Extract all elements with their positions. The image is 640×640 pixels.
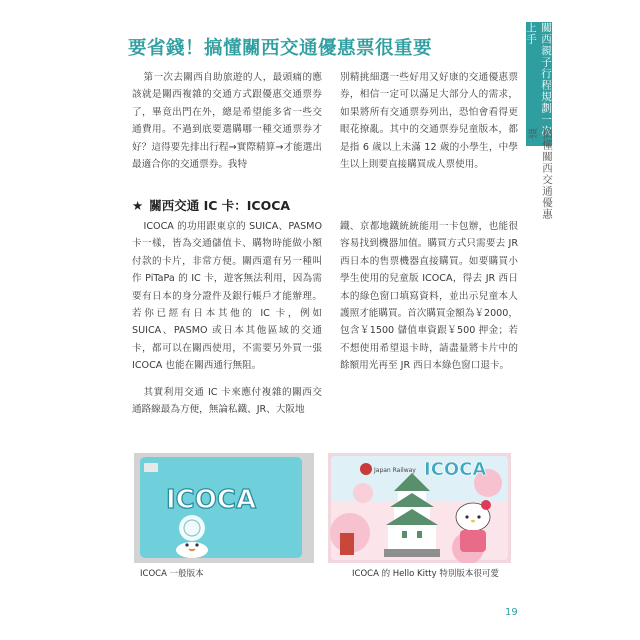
icoca-kitty-card-photo xyxy=(328,453,511,563)
star-icon: ★ xyxy=(132,198,144,213)
body-left-column xyxy=(132,218,322,418)
intro-left-column xyxy=(132,69,322,173)
page-title: 要省錢！搞懂關西交通優惠票很重要 xyxy=(128,38,433,59)
icoca-plain-card-illustration xyxy=(134,453,314,563)
caption-plain-card: ICOCA 一般版本 xyxy=(140,569,204,579)
body-right-column xyxy=(340,218,518,375)
section-heading xyxy=(132,196,332,214)
section-heading-text: 關西交通 IC 卡：ICOCA xyxy=(149,198,291,213)
body-right-text: 鐵、京都地鐵統統能用一卡包辦，也能很容易找到機器加值。購買方式只需要去 JR 西日本的售票機器直接購買。如要購買小學生使用的兒童版 ICOCA，得去 JR 西日本的綠色窗口填寫資料，並出示兒童本人護照才能購買。首次購買金額為￥2000，包含￥1500 儲值車資跟￥500 押金；若不想使用希望退卡時，請盡量將卡片中的餘額用光再至 JR 西日本綠色窗口退卡。 xyxy=(340,221,518,372)
body-left-paragraph-1: ICOCA 的功用跟東京的 SUICA、PASMO 卡一樣，皆為交通儲值卡、購物時能做小額付款的卡片，非常方便。關西還有另一種叫作 PiTaPa 的 IC 卡，遊客無法利用，因為需要有日本的身分證件及銀行帳戶才能辦理。若你已經有日本其他的 IC 卡，例如 SUICA、PASMO 或日本其他區域的交通卡，都可以在關西使用，不需要另外買一張 ICOCA 也能在關西通行無阻。 xyxy=(132,221,322,372)
section-side-text: 搞懂關西交通優惠票 xyxy=(526,128,553,220)
body-left-paragraph-2: 其實利用交通 IC 卡來應付複雜的關西交通路線最為方便，無論私鐵、JR、大阪地 xyxy=(132,386,322,416)
page-number: 19 xyxy=(505,607,518,618)
icoca-plain-logo: ICOCA xyxy=(166,485,257,515)
icoca-kitty-card-illustration xyxy=(328,453,511,563)
intro-right-text: 別精挑細選一些好用又好康的交通優惠票券，相信一定可以滿足大部分人的需求，如果將所有交通票券列出，恐怕會看得更眼花撩亂。其中的交通票券兒童版本，都是指 6 歲以上未滿 12 歲的小學生，中學生以上則要直接購買成人票使用。 xyxy=(340,72,518,171)
jr-badge-text: Japan Railway xyxy=(374,467,416,474)
icoca-kitty-logo: ICOCA xyxy=(424,459,487,480)
intro-right-column xyxy=(340,69,518,173)
chapter-tab-label: 關西親子行程規劃一次上手 xyxy=(525,22,552,137)
caption-kitty-card: ICOCA 的 Hello Kitty 特別版本很可愛 xyxy=(352,569,499,579)
icoca-plain-card-photo xyxy=(134,453,314,563)
section-side-label xyxy=(526,128,553,224)
intro-left-text: 第一次去關西自助旅遊的人，最頭痛的應該就是關西複雜的交通方式跟優惠交通票券了，畢竟出門在外，總是希望能多省一些交通費用。不過到底要選購哪一種交通票券才好？這得要先排出行程→實際精算→才能選出最適合你的交通票券。我特 xyxy=(132,72,322,171)
